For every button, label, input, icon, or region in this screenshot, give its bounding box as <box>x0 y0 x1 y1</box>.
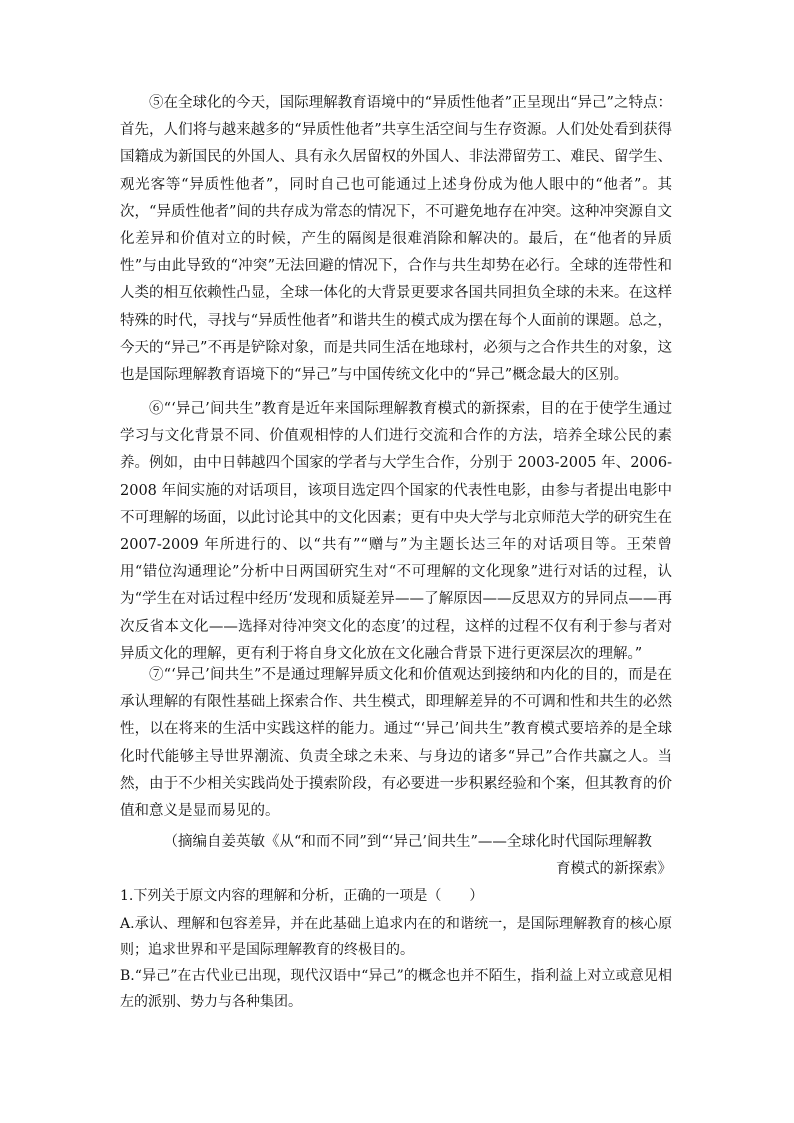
paragraph-6: ⑥“‘异己’间共生”教育是近年来国际理解教育模式的新探索，目的在于使学生通过学习与文化背景不同、价值观相悖的人们进行交流和合作的方法，培养全球公民的素养。例如，由中日韩越四个国家的学者与大学生合作，分别于 2003-2005 年、2006-2008 年间实施的对话项目，该项目选定四个国家的代表性电影，由参与者提出电影中不可理解的场面，以此讨论其中的文化因素；更有中央大学与北京师范大学的研究生在 2007-2009 年所进行的、以“共有”“赠与”为主题长达三年的对话项目等。王荣曾用“错位沟通理论”分析中日两国研究生对“不可理解的文化现象”进行对话的过程，认为“学生在对话过程中经历‘发现和质疑差异——了解原因——反思双方的异同点——再次反省本文化——选择对待冲突文化的态度’的过程，这样的过程不仅有利于参与者对异质文化的理解，更有利于将自身文化放在文化融合背景下进行更深层次的理解。” <box>120 401 672 662</box>
paragraph-7: ⑦“‘异己’间共生”不是通过理解异质文化和价值观达到接纳和内化的目的，而是在承认理解的有限性基础上探索合作、共生模式，即理解差异的不可调和性和共生的必然性，以在将来的生活中实践这样的能力。通过“‘异己’间共生”教育模式要培养的是全球化时代能够主导世界潮流、负责全球之未来、与身边的诸多“异己”合作共赢之人。当然，由于不少相关实践尚处于摸索阶段，有必要进一步积累经验和个案，但其教育的价值和意义是显而易见的。 <box>120 667 672 820</box>
source-citation <box>120 829 672 883</box>
question-1-option-a: A.承认、理解和包容差异，并在此基础上追求内在的和谐统一，是国际理解教育的核心原则；追求世界和平是国际理解教育的终极目的。 <box>120 916 672 958</box>
source-citation-line1: （摘编自姜英敏《从“和而不同”到“‘异己’间共生”——全球化时代国际理解教 <box>163 834 652 850</box>
question-1-option-b: B.“异己”在古代业已出现，现代汉语中“异己”的概念也并不陌生，指利益上对立或意见相左的派别、势力与各种集团。 <box>120 968 672 1010</box>
paragraph-5: ⑤在全球化的今天，国际理解教育语境中的“异质性他者”正呈现出“异己”之特点：首先，人们将与越来越多的“异质性他者”共享生活空间与生存资源。人们处处看到获得国籍成为新国民的外国人、具有永久居留权的外国人、非法滞留劳工、难民、留学生、观光客等“异质性他者”，同时自己也可能通过上述身份成为他人眼中的“他者”。其次，“异质性他者”间的共存成为常态的情况下，不可避免地存在冲突。这种冲突源自文化差异和价值对立的时候，产生的隔阂是很难消除和解决的。最后，在“他者的异质性”与由此导致的“冲突”无法回避的情况下，合作与共生却势在必行。全球的连带性和人类的相互依赖性凸显，全球一体化的大背景更要求各国共同担负全球的未来。在这样特殊的时代，寻找与“异质性他者”和谐共生的模式成为摆在每个人面前的课题。总之，今天的“异己”不再是铲除对象，而是共同生活在地球村，必须与之合作共生的对象，这也是国际理解教育语境下的“异己”与中国传统文化中的“异己”概念最大的区别。 <box>120 95 672 384</box>
question-1-stem: 1.下列关于原文内容的理解和分析，正确的一项是（ ） <box>120 888 484 904</box>
source-citation-line2: 育模式的新探索》 <box>556 861 672 878</box>
